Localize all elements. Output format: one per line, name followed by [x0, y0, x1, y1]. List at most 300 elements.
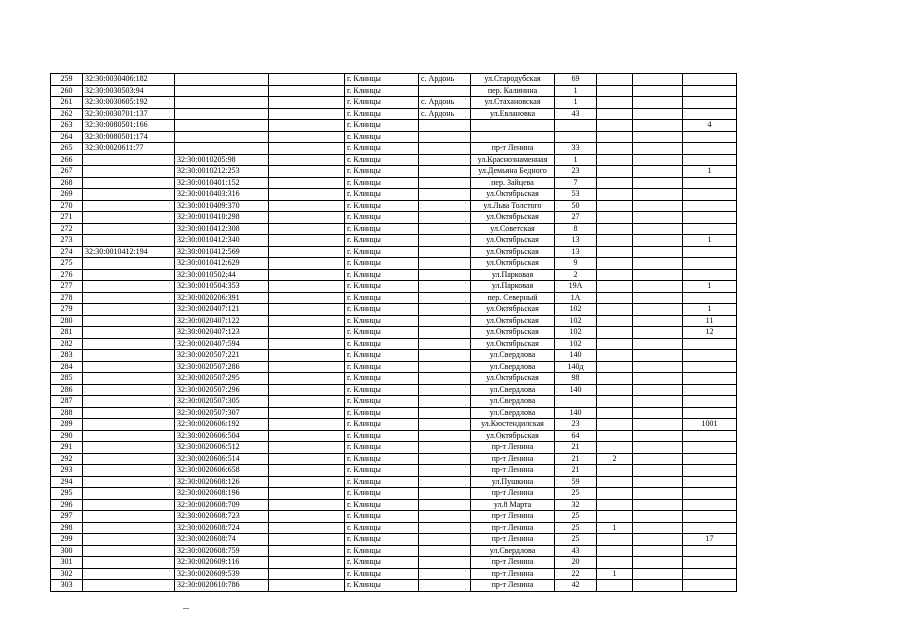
- cell-house-number: 102: [555, 304, 597, 316]
- cell-street: ул.Октябрьская: [471, 189, 555, 201]
- cell-street: пр-т Ленина: [471, 488, 555, 500]
- cell-row-number: 278: [51, 292, 83, 304]
- cell-blank-column: [269, 453, 345, 465]
- table-row: [51, 465, 737, 477]
- cell-cadastral-number-a: [83, 499, 175, 511]
- cell-row-number: 303: [51, 580, 83, 592]
- cell-city: г. Клинцы: [345, 361, 419, 373]
- cell-house-number: [555, 396, 597, 408]
- cell-city: г. Клинцы: [345, 327, 419, 339]
- cell-building: [597, 534, 633, 546]
- cell-building: [597, 154, 633, 166]
- cell-street: ул.Октябрьская: [471, 338, 555, 350]
- cell-building: [597, 223, 633, 235]
- cell-extra: [633, 154, 683, 166]
- cell-cadastral-number-b: 32:30:0020608:709: [175, 499, 269, 511]
- cell-city: г. Клинцы: [345, 315, 419, 327]
- table-row: [51, 177, 737, 189]
- cell-row-number: 299: [51, 534, 83, 546]
- cell-village: [419, 143, 471, 155]
- cell-apartment: [683, 545, 737, 557]
- cell-building: [597, 177, 633, 189]
- cell-row-number: 269: [51, 189, 83, 201]
- cell-blank-column: [269, 442, 345, 454]
- cell-cadastral-number-b: 32:30:0010410:298: [175, 212, 269, 224]
- cell-street: ул.8 Марта: [471, 499, 555, 511]
- cell-blank-column: [269, 361, 345, 373]
- cell-apartment: [683, 557, 737, 569]
- cell-row-number: 292: [51, 453, 83, 465]
- cell-building: [597, 189, 633, 201]
- cell-cadastral-number-a: [83, 384, 175, 396]
- cell-building: [597, 396, 633, 408]
- cell-row-number: 286: [51, 384, 83, 396]
- cell-row-number: 261: [51, 97, 83, 109]
- cell-house-number: 8: [555, 223, 597, 235]
- cell-village: с. Ардонь: [419, 97, 471, 109]
- cell-street: ул.Краснознаменная: [471, 154, 555, 166]
- cell-building: [597, 200, 633, 212]
- cell-blank-column: [269, 534, 345, 546]
- table-row: [51, 281, 737, 293]
- cell-blank-column: [269, 246, 345, 258]
- cell-house-number: 20: [555, 557, 597, 569]
- cell-blank-column: [269, 97, 345, 109]
- cell-cadastral-number-b: 32:30:0020606:192: [175, 419, 269, 431]
- cell-building: [597, 511, 633, 523]
- cell-village: [419, 281, 471, 293]
- cell-city: г. Клинцы: [345, 223, 419, 235]
- cell-cadastral-number-b: 32:30:0010412:308: [175, 223, 269, 235]
- cell-house-number: 140: [555, 350, 597, 362]
- cell-cadastral-number-a: 32:30:0030701:137: [83, 108, 175, 120]
- cell-village: [419, 338, 471, 350]
- cell-extra: [633, 292, 683, 304]
- cell-row-number: 265: [51, 143, 83, 155]
- cell-blank-column: [269, 177, 345, 189]
- cell-apartment: 1: [683, 235, 737, 247]
- table-row: [51, 258, 737, 270]
- cell-cadastral-number-b: 32:30:0020507:296: [175, 384, 269, 396]
- cell-apartment: 4: [683, 120, 737, 132]
- cell-city: г. Клинцы: [345, 430, 419, 442]
- cell-extra: [633, 235, 683, 247]
- table-row: [51, 499, 737, 511]
- cell-house-number: 25: [555, 488, 597, 500]
- cell-house-number: 42: [555, 580, 597, 592]
- cell-extra: [633, 499, 683, 511]
- cell-building: [597, 580, 633, 592]
- cell-cadastral-number-b: [175, 97, 269, 109]
- cell-cadastral-number-a: [83, 407, 175, 419]
- table-row: [51, 200, 737, 212]
- cell-cadastral-number-b: 32:30:0020507:286: [175, 361, 269, 373]
- cell-house-number: 9: [555, 258, 597, 270]
- cell-cadastral-number-a: [83, 177, 175, 189]
- cell-apartment: 17: [683, 534, 737, 546]
- cell-apartment: [683, 212, 737, 224]
- cell-street: [471, 120, 555, 132]
- cell-extra: [633, 407, 683, 419]
- cell-village: [419, 373, 471, 385]
- table-row: [51, 430, 737, 442]
- cell-cadastral-number-a: [83, 545, 175, 557]
- cell-blank-column: [269, 419, 345, 431]
- cell-row-number: 267: [51, 166, 83, 178]
- cell-city: г. Клинцы: [345, 200, 419, 212]
- cell-cadastral-number-b: 32:30:0010205:98: [175, 154, 269, 166]
- cell-city: г. Клинцы: [345, 246, 419, 258]
- cell-row-number: 295: [51, 488, 83, 500]
- cell-cadastral-number-a: [83, 476, 175, 488]
- cell-cadastral-number-a: [83, 338, 175, 350]
- cell-street: ул.Парковая: [471, 269, 555, 281]
- cell-building: [597, 235, 633, 247]
- cell-row-number: 271: [51, 212, 83, 224]
- cell-house-number: 21: [555, 442, 597, 454]
- cell-row-number: 274: [51, 246, 83, 258]
- cell-cadastral-number-b: 32:30:0020407:121: [175, 304, 269, 316]
- cell-blank-column: [269, 327, 345, 339]
- cell-house-number: [555, 120, 597, 132]
- cell-street: ул.Октябрьская: [471, 212, 555, 224]
- cell-village: [419, 246, 471, 258]
- cell-blank-column: [269, 545, 345, 557]
- cell-apartment: [683, 223, 737, 235]
- cell-cadastral-number-a: [83, 580, 175, 592]
- cell-apartment: 1001: [683, 419, 737, 431]
- cell-street: ул.Свердлова: [471, 384, 555, 396]
- cell-cadastral-number-b: 32:30:0020507:307: [175, 407, 269, 419]
- table-row: [51, 522, 737, 534]
- cell-building: [597, 476, 633, 488]
- cell-street: ул.Советская: [471, 223, 555, 235]
- cell-apartment: [683, 453, 737, 465]
- cell-street: пер. Северный: [471, 292, 555, 304]
- cell-extra: [633, 212, 683, 224]
- cell-blank-column: [269, 281, 345, 293]
- cell-extra: [633, 85, 683, 97]
- cell-cadastral-number-b: 32:30:0020206:391: [175, 292, 269, 304]
- cell-building: [597, 430, 633, 442]
- cell-village: [419, 166, 471, 178]
- cell-street: ул.Стародубская: [471, 74, 555, 86]
- cell-city: г. Клинцы: [345, 292, 419, 304]
- cell-blank-column: [269, 154, 345, 166]
- cell-city: г. Клинцы: [345, 120, 419, 132]
- cell-city: г. Клинцы: [345, 177, 419, 189]
- cell-blank-column: [269, 396, 345, 408]
- table-row: [51, 108, 737, 120]
- cell-city: г. Клинцы: [345, 545, 419, 557]
- cell-cadastral-number-a: 32:30:0080501:174: [83, 131, 175, 143]
- cell-building: [597, 85, 633, 97]
- cell-building: [597, 97, 633, 109]
- table-row: [51, 131, 737, 143]
- cell-street: ул.Октябрьская: [471, 258, 555, 270]
- cell-row-number: 287: [51, 396, 83, 408]
- cell-apartment: [683, 384, 737, 396]
- cell-house-number: 25: [555, 522, 597, 534]
- cell-apartment: [683, 97, 737, 109]
- cell-cadastral-number-b: [175, 74, 269, 86]
- cell-cadastral-number-b: 32:30:0020507:221: [175, 350, 269, 362]
- cell-apartment: 1: [683, 281, 737, 293]
- cell-row-number: 263: [51, 120, 83, 132]
- cell-apartment: [683, 522, 737, 534]
- cell-building: 1: [597, 522, 633, 534]
- cell-row-number: 282: [51, 338, 83, 350]
- cell-cadastral-number-b: [175, 143, 269, 155]
- cell-cadastral-number-b: 32:30:0010504:353: [175, 281, 269, 293]
- cell-building: [597, 350, 633, 362]
- cell-cadastral-number-b: 32:30:0020608:723: [175, 511, 269, 523]
- cell-cadastral-number-a: [83, 200, 175, 212]
- cell-city: г. Клинцы: [345, 419, 419, 431]
- cell-row-number: 302: [51, 568, 83, 580]
- cell-cadastral-number-a: [83, 235, 175, 247]
- cell-street: ул.Пушкина: [471, 476, 555, 488]
- cell-street: пр-т Ленина: [471, 580, 555, 592]
- cell-building: [597, 108, 633, 120]
- cell-street: пр-т Ленина: [471, 143, 555, 155]
- cell-village: [419, 534, 471, 546]
- cell-cadastral-number-b: 32:30:0020407:123: [175, 327, 269, 339]
- cell-city: г. Клинцы: [345, 384, 419, 396]
- cell-apartment: [683, 476, 737, 488]
- cell-village: [419, 430, 471, 442]
- cell-extra: [633, 281, 683, 293]
- cell-cadastral-number-b: 32:30:0020609:116: [175, 557, 269, 569]
- cell-street: пер. Калинина: [471, 85, 555, 97]
- cell-apartment: [683, 580, 737, 592]
- cell-cadastral-number-a: [83, 534, 175, 546]
- cell-village: [419, 120, 471, 132]
- cell-blank-column: [269, 580, 345, 592]
- cell-cadastral-number-b: 32:30:0020407:594: [175, 338, 269, 350]
- cell-extra: [633, 338, 683, 350]
- cell-cadastral-number-b: 32:30:0020610:786: [175, 580, 269, 592]
- cell-row-number: 301: [51, 557, 83, 569]
- cell-city: г. Клинцы: [345, 235, 419, 247]
- cell-cadastral-number-b: 32:30:0010212:253: [175, 166, 269, 178]
- cell-street: ул.Октябрьская: [471, 430, 555, 442]
- cell-row-number: 298: [51, 522, 83, 534]
- cell-extra: [633, 511, 683, 523]
- cell-city: г. Клинцы: [345, 189, 419, 201]
- cell-extra: [633, 373, 683, 385]
- cell-city: г. Клинцы: [345, 212, 419, 224]
- cell-house-number: 27: [555, 212, 597, 224]
- cell-street: [471, 131, 555, 143]
- cell-house-number: 23: [555, 166, 597, 178]
- cell-row-number: 281: [51, 327, 83, 339]
- cell-blank-column: [269, 258, 345, 270]
- cell-building: [597, 488, 633, 500]
- table-row: [51, 396, 737, 408]
- cell-cadastral-number-a: [83, 154, 175, 166]
- table-row: [51, 373, 737, 385]
- cell-city: г. Клинцы: [345, 453, 419, 465]
- cell-apartment: 1: [683, 166, 737, 178]
- cell-city: г. Клинцы: [345, 338, 419, 350]
- cell-cadastral-number-a: [83, 189, 175, 201]
- cell-house-number: 140д: [555, 361, 597, 373]
- cell-cadastral-number-a: [83, 212, 175, 224]
- cell-street: пр-т Ленина: [471, 453, 555, 465]
- cell-apartment: [683, 189, 737, 201]
- cell-village: [419, 419, 471, 431]
- cell-extra: [633, 419, 683, 431]
- cell-blank-column: [269, 315, 345, 327]
- cell-village: [419, 200, 471, 212]
- cell-building: [597, 292, 633, 304]
- cell-city: г. Клинцы: [345, 488, 419, 500]
- cell-cadastral-number-a: [83, 557, 175, 569]
- cell-building: [597, 120, 633, 132]
- cell-village: [419, 189, 471, 201]
- cell-extra: [633, 396, 683, 408]
- cell-street: ул.Октябрьская: [471, 246, 555, 258]
- cell-extra: [633, 74, 683, 86]
- cell-village: [419, 350, 471, 362]
- table-row: [51, 120, 737, 132]
- cell-row-number: 268: [51, 177, 83, 189]
- cell-village: [419, 154, 471, 166]
- cell-house-number: 1: [555, 154, 597, 166]
- cell-cadastral-number-a: 32:30:0080501:166: [83, 120, 175, 132]
- cell-cadastral-number-a: [83, 488, 175, 500]
- cell-village: [419, 407, 471, 419]
- cell-apartment: [683, 361, 737, 373]
- cell-apartment: [683, 511, 737, 523]
- cell-building: [597, 465, 633, 477]
- cell-extra: [633, 189, 683, 201]
- cell-street: ул.Свердлова: [471, 350, 555, 362]
- cell-street: ул.Октябрьская: [471, 373, 555, 385]
- table-row: [51, 212, 737, 224]
- cell-house-number: 1А: [555, 292, 597, 304]
- table-row: [51, 534, 737, 546]
- cell-apartment: [683, 407, 737, 419]
- cell-building: [597, 143, 633, 155]
- table-row: [51, 442, 737, 454]
- cell-row-number: 294: [51, 476, 83, 488]
- cell-row-number: 264: [51, 131, 83, 143]
- cell-cadastral-number-a: [83, 361, 175, 373]
- cell-cadastral-number-a: [83, 350, 175, 362]
- cell-village: [419, 177, 471, 189]
- cell-street: ул.Льва Толстого: [471, 200, 555, 212]
- cell-blank-column: [269, 269, 345, 281]
- cell-city: г. Клинцы: [345, 304, 419, 316]
- cell-street: пр-т Ленина: [471, 522, 555, 534]
- cell-house-number: 2: [555, 269, 597, 281]
- table-row: [51, 223, 737, 235]
- cell-village: [419, 511, 471, 523]
- cell-street: ул.Октябрьская: [471, 327, 555, 339]
- cell-village: [419, 212, 471, 224]
- cell-street: ул.Демьяна Бедного: [471, 166, 555, 178]
- cell-building: [597, 419, 633, 431]
- cell-extra: [633, 568, 683, 580]
- cell-cadastral-number-a: [83, 430, 175, 442]
- cell-blank-column: [269, 292, 345, 304]
- cell-row-number: 259: [51, 74, 83, 86]
- cell-village: [419, 327, 471, 339]
- table-row: [51, 488, 737, 500]
- cell-apartment: [683, 269, 737, 281]
- cell-house-number: 1: [555, 97, 597, 109]
- cell-blank-column: [269, 522, 345, 534]
- scan-mark: [183, 608, 189, 609]
- cell-street: ул.Свердлова: [471, 361, 555, 373]
- cell-blank-column: [269, 430, 345, 442]
- cell-apartment: [683, 246, 737, 258]
- cell-cadastral-number-a: 32:30:0020611:77: [83, 143, 175, 155]
- cell-extra: [633, 177, 683, 189]
- cell-cadastral-number-b: 32:30:0020507:295: [175, 373, 269, 385]
- cell-cadastral-number-a: [83, 511, 175, 523]
- cell-apartment: [683, 85, 737, 97]
- cell-cadastral-number-b: 32:30:0010403:316: [175, 189, 269, 201]
- cell-village: [419, 85, 471, 97]
- cell-extra: [633, 361, 683, 373]
- cell-city: г. Клинцы: [345, 85, 419, 97]
- cell-blank-column: [269, 223, 345, 235]
- table-row: [51, 166, 737, 178]
- cell-extra: [633, 453, 683, 465]
- cell-street: ул.Свердлова: [471, 396, 555, 408]
- cell-cadastral-number-b: 32:30:0010502:44: [175, 269, 269, 281]
- cell-house-number: 19А: [555, 281, 597, 293]
- cell-city: г. Клинцы: [345, 499, 419, 511]
- cell-apartment: [683, 200, 737, 212]
- cell-city: г. Клинцы: [345, 350, 419, 362]
- cell-apartment: [683, 488, 737, 500]
- cell-building: [597, 499, 633, 511]
- cell-house-number: 50: [555, 200, 597, 212]
- cell-city: г. Клинцы: [345, 407, 419, 419]
- table-row: [51, 143, 737, 155]
- cell-row-number: 300: [51, 545, 83, 557]
- cell-cadastral-number-b: 32:30:0020606:504: [175, 430, 269, 442]
- cell-house-number: 43: [555, 108, 597, 120]
- cell-apartment: [683, 292, 737, 304]
- cell-street: ул.Октябрьская: [471, 304, 555, 316]
- cell-cadastral-number-b: 32:30:0010412:629: [175, 258, 269, 270]
- cell-cadastral-number-a: 32:30:0010412:194: [83, 246, 175, 258]
- table-row: [51, 74, 737, 86]
- cell-extra: [633, 108, 683, 120]
- cell-street: ул.Свердлова: [471, 407, 555, 419]
- cell-row-number: 279: [51, 304, 83, 316]
- cell-extra: [633, 545, 683, 557]
- cell-city: г. Клинцы: [345, 373, 419, 385]
- cell-apartment: [683, 350, 737, 362]
- cell-building: [597, 373, 633, 385]
- cell-street: пр-т Ленина: [471, 568, 555, 580]
- table-row: [51, 315, 737, 327]
- cell-cadastral-number-a: 32:30:0030503:94: [83, 85, 175, 97]
- cell-city: г. Клинцы: [345, 580, 419, 592]
- cell-extra: [633, 476, 683, 488]
- cell-apartment: [683, 108, 737, 120]
- cell-building: 2: [597, 453, 633, 465]
- cell-street: ул.Евлановка: [471, 108, 555, 120]
- cell-cadastral-number-a: [83, 327, 175, 339]
- cell-building: [597, 315, 633, 327]
